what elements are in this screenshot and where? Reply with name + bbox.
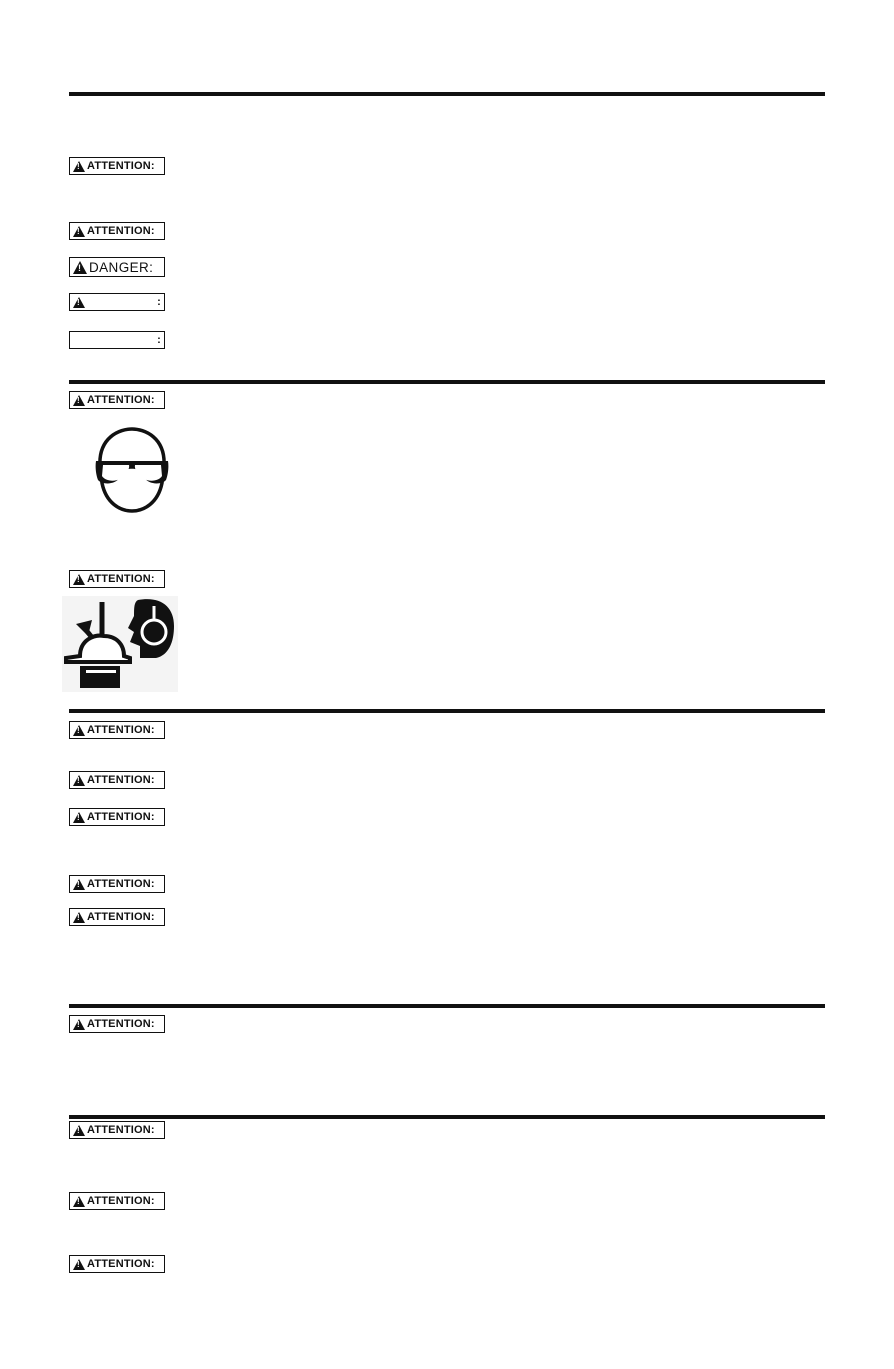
attention-badge — [69, 222, 165, 240]
warning-triangle-icon — [73, 912, 85, 923]
danger-badge — [69, 257, 165, 277]
warning-triangle-icon — [73, 261, 87, 274]
warning-triangle-icon — [73, 775, 85, 786]
badge-label: ATTENTION: — [87, 811, 155, 823]
warning-triangle-icon — [73, 1019, 85, 1030]
warning-triangle-icon — [73, 1125, 85, 1136]
warning-triangle-icon — [73, 812, 85, 823]
badge-label: ATTENTION: — [87, 573, 155, 585]
badge-label: ATTENTION: — [87, 724, 155, 736]
attention-badge — [69, 1121, 165, 1139]
attention-badge — [69, 157, 165, 175]
badge-label: ATTENTION: — [87, 1018, 155, 1030]
notice-badge — [69, 331, 165, 349]
safety-goggles-icon — [92, 427, 172, 513]
badge-label: ATTENTION: — [87, 1258, 155, 1270]
section-rule — [69, 1115, 825, 1119]
badge-label: DANGER: — [89, 259, 154, 275]
attention-badge — [69, 808, 165, 826]
attention-badge — [69, 875, 165, 893]
section-rule — [69, 380, 825, 384]
attention-badge — [69, 1192, 165, 1210]
section-rule — [69, 1004, 825, 1008]
badge-label: ATTENTION: — [87, 394, 155, 406]
warning-triangle-icon — [73, 226, 85, 237]
attention-badge — [69, 721, 165, 739]
hard-hat-hearing-protection-icon — [62, 596, 178, 692]
badge-colon: : — [157, 296, 161, 308]
section-rule — [69, 709, 825, 713]
warning-triangle-icon — [73, 297, 85, 308]
warning-triangle-icon — [73, 574, 85, 585]
warning-triangle-icon — [73, 725, 85, 736]
attention-badge — [69, 391, 165, 409]
warning-triangle-icon — [73, 395, 85, 406]
warning-triangle-icon — [73, 879, 85, 890]
attention-badge — [69, 771, 165, 789]
badge-colon: : — [157, 334, 161, 346]
badge-label: ATTENTION: — [87, 160, 155, 172]
attention-badge — [69, 1255, 165, 1273]
attention-badge — [69, 908, 165, 926]
badge-label: ATTENTION: — [87, 1124, 155, 1136]
warning-triangle-icon — [73, 161, 85, 172]
attention-badge — [69, 570, 165, 588]
warning-triangle-icon — [73, 1196, 85, 1207]
warning-badge — [69, 293, 165, 311]
section-rule — [69, 92, 825, 96]
badge-label: ATTENTION: — [87, 878, 155, 890]
warning-triangle-icon — [73, 1259, 85, 1270]
attention-badge — [69, 1015, 165, 1033]
badge-label: ATTENTION: — [87, 1195, 155, 1207]
badge-label: ATTENTION: — [87, 911, 155, 923]
badge-label: ATTENTION: — [87, 774, 155, 786]
badge-label: ATTENTION: — [87, 225, 155, 237]
